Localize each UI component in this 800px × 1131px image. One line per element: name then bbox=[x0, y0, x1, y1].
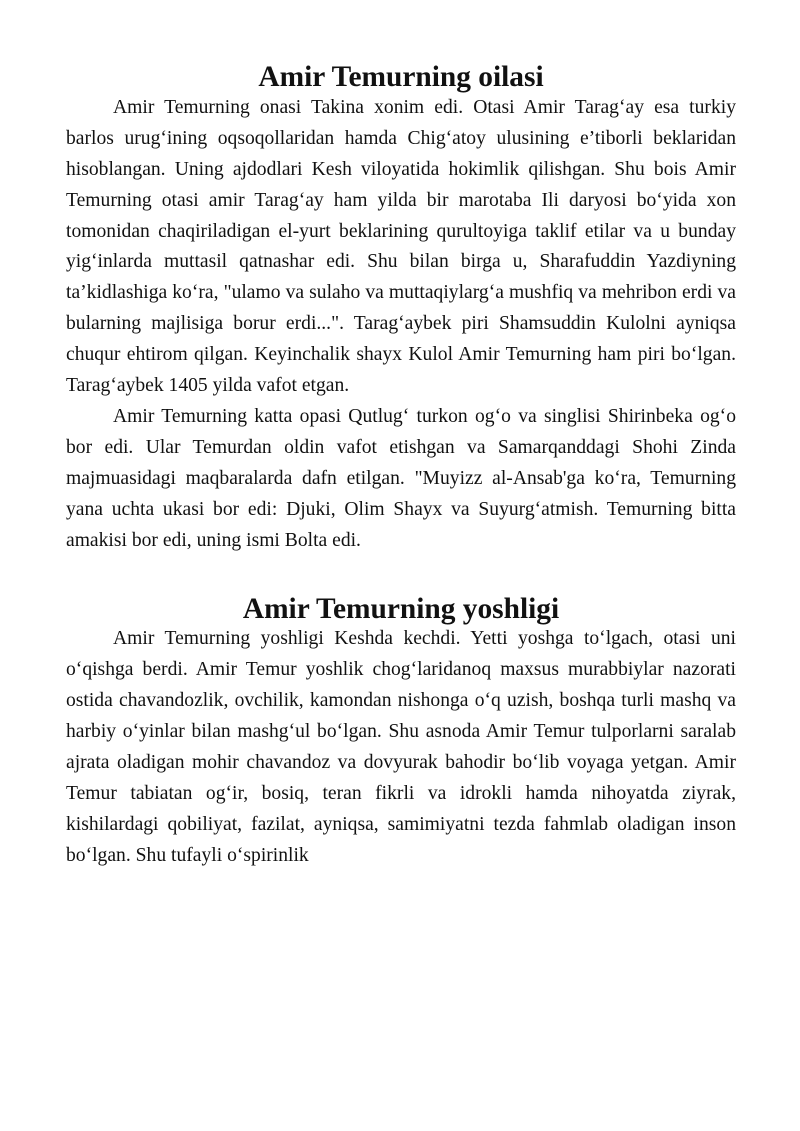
paragraph-youth: Amir Temurning yoshligi Keshda kechdi. Yetti yoshga to‘lgach, otasi uni o‘qishga berdi. Amir Temur yoshlik chog‘laridanoq maxsus murabbiylar nazorati ostida chavandozlik, ovchilik, kamondan nishonga o‘q uzish, boshqa turli mashq va harbiy o‘yinlar bilan mashg‘ul bo‘lgan. Shu asnoda Amir Temur tulporlarni saralab ajrata oladigan mohir chavandoz va dovyurak bahodir bo‘lib voyaga yetgan. Amir Temur tabiatan og‘ir, bosiq, teran fikrli va idrokli hamda nihoyatda ziyrak, kishilardagi qobiliyat, fazilat, ayniqsa, samimiyatni tezda fahmlab oladigan inson bo‘lgan. Shu tufayli o‘spirinlik bbox=[66, 628, 736, 866]
paragraph-parents: Amir Temurning onasi Takina xonim edi. Otasi Amir Tarag‘ay esa turkiy barlos urug‘ining oqsoqollaridan hamda Chig‘atoy ulusining e’tiborli beklaridan hisoblangan. Uning ajdodlari Kesh viloyatida hokimlik qilishgan. Shu bois Amir Temurning otasi amir Tarag‘ay ham yilda bir marotaba Ili daryosi bo‘yida xon tomonidan chaqiriladigan el-yurt beklarining qurultoyiga taklif etilar va u bunday yig‘inlarda muttasil qatnashar edi. Shu bilan birga u, Sharafuddin Yazdiyning ta’kidlashiga ko‘ra, "ulamo va sulaho va muttaqiylarg‘a mushfiq va mehribon erdi va bularning majlisiga borur erdi...". Tarag‘aybek piri Shamsuddin Kulolni ayniqsa chuqur ehtirom qilgan. Keyinchalik shayx Kulol Amir Temurning ham piri bo‘lgan. Tarag‘aybek 1405 yilda vafot etgan. bbox=[66, 96, 736, 397]
paragraph-siblings: Amir Temurning katta opasi Qutlug‘ turkon og‘o va singlisi Shirinbeka og‘o bor edi. Ular Temurdan oldin vafot etishgan va Samarqanddagi Shohi Zinda majmuasidagi maqbaralarda dafn etilgan. "Muyizz al-Ansab'ga ko‘ra, Temurning yana uchta ukasi bor edi: Djuki, Olim Shayx va Suyurg‘atmish. Temurning bitta amakisi bor edi, uning ismi Bolta edi. bbox=[66, 405, 736, 551]
section-heading-family: Amir Temurning oilasi bbox=[258, 61, 544, 93]
section-heading-youth: Amir Temurning yoshligi bbox=[242, 592, 560, 625]
section-spacer bbox=[66, 557, 736, 590]
document-page bbox=[66, 62, 736, 872]
